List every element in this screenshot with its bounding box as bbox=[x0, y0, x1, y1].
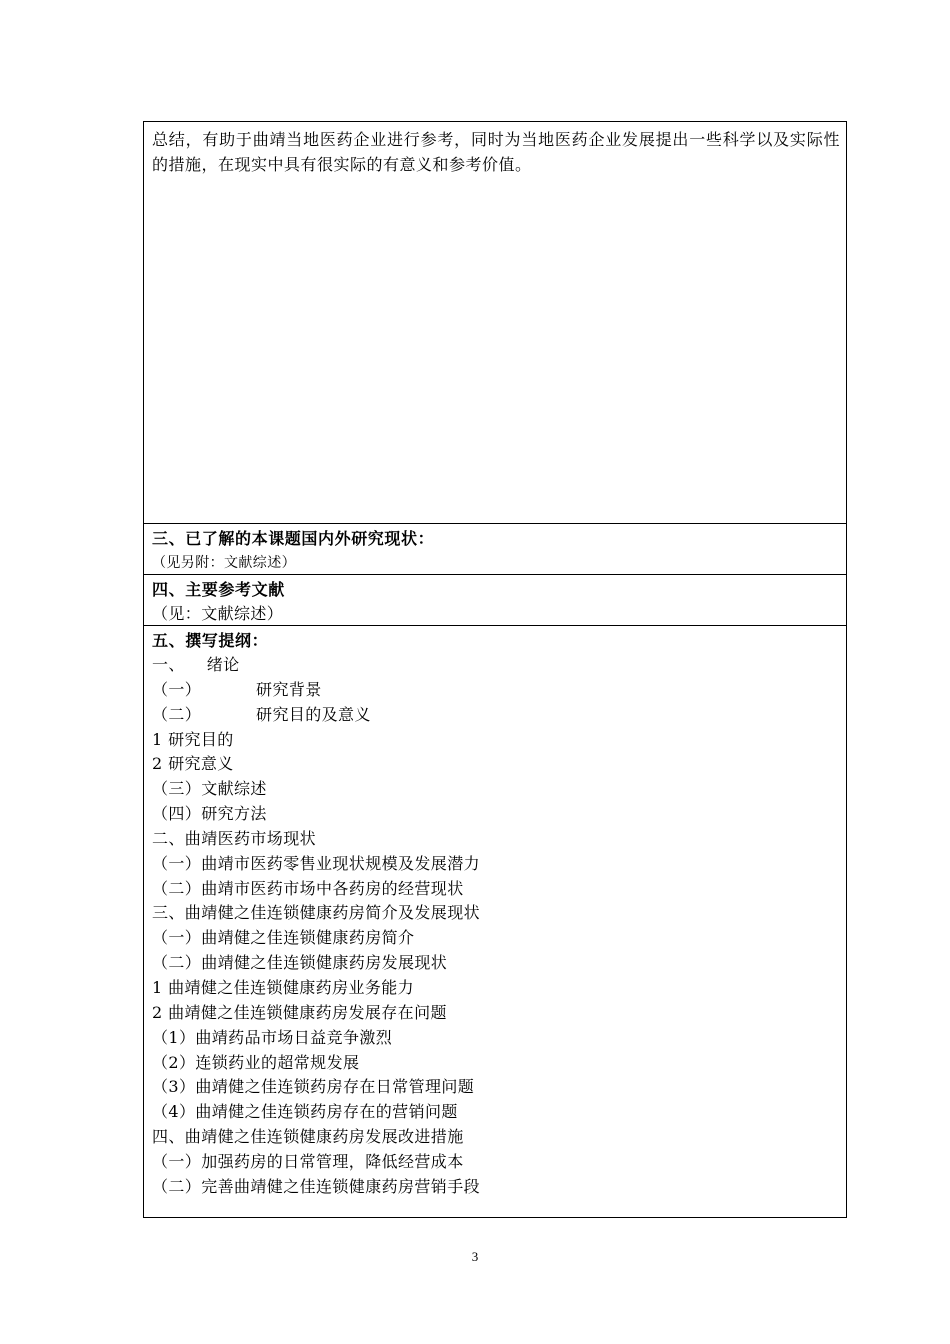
summary-section bbox=[144, 122, 846, 524]
summary-paragraph: 总结，有助于曲靖当地医药企业进行参考，同时为当地医药企业发展提出一些科学以及实际性的措施，在现实中具有很实际的有意义和参考价值。 bbox=[152, 130, 840, 174]
research-status-section bbox=[144, 524, 846, 575]
outline-line: （四）研究方法 bbox=[152, 804, 267, 824]
page-number: 3 bbox=[471, 1249, 479, 1264]
outline-line: 2 曲靖健之佳连锁健康药房发展存在问题 bbox=[152, 1002, 447, 1022]
outline-line: （4）曲靖健之佳连锁药房存在的营销问题 bbox=[152, 1102, 458, 1122]
research-status-note: （见另附：文献综述） bbox=[152, 555, 296, 571]
outline-line: （二）曲靖市医药市场中各药房的经营现状 bbox=[152, 878, 464, 898]
references-heading: 四、主要参考文献 bbox=[152, 580, 285, 599]
outline-line: （三）文献综述 bbox=[152, 779, 267, 799]
outline-line: 1 曲靖健之佳连锁健康药房业务能力 bbox=[152, 977, 415, 997]
outline-line: （一） 研究背景 bbox=[152, 679, 322, 699]
references-note: （见：文献综述） bbox=[152, 604, 284, 623]
outline-heading: 五、撰写提纲： bbox=[152, 631, 269, 650]
outline-line: 三、曲靖健之佳连锁健康药房简介及发展现状 bbox=[152, 903, 481, 923]
outline-list bbox=[152, 653, 840, 1200]
form-table bbox=[143, 121, 847, 1218]
outline-line: （2）连锁药业的超常规发展 bbox=[152, 1052, 360, 1072]
outline-line: （1）曲靖药品市场日益竞争激烈 bbox=[152, 1027, 393, 1047]
outline-line: 2 研究意义 bbox=[152, 754, 234, 774]
outline-line: 1 研究目的 bbox=[152, 729, 234, 749]
outline-line: （二）曲靖健之佳连锁健康药房发展现状 bbox=[152, 953, 448, 973]
outline-line: （一）曲靖市医药零售业现状规模及发展潜力 bbox=[152, 853, 481, 873]
outline-line: （二）完善曲靖健之佳连锁健康药房营销手段 bbox=[152, 1176, 481, 1196]
outline-line: 四、曲靖健之佳连锁健康药房发展改进措施 bbox=[152, 1127, 464, 1147]
outline-line: 一、 绪论 bbox=[152, 655, 240, 674]
research-status-heading: 三、已了解的本课题国内外研究现状： bbox=[152, 529, 435, 548]
references-section bbox=[144, 575, 846, 626]
outline-line: （3）曲靖健之佳连锁药房存在日常管理问题 bbox=[152, 1077, 475, 1097]
outline-line: 二、曲靖医药市场现状 bbox=[152, 828, 317, 848]
outline-line: （二） 研究目的及意义 bbox=[152, 704, 371, 724]
outline-line: （一）曲靖健之佳连锁健康药房简介 bbox=[152, 928, 415, 948]
outline-line: （一）加强药房的日常管理，降低经营成本 bbox=[152, 1151, 464, 1171]
outline-section bbox=[144, 626, 846, 1219]
